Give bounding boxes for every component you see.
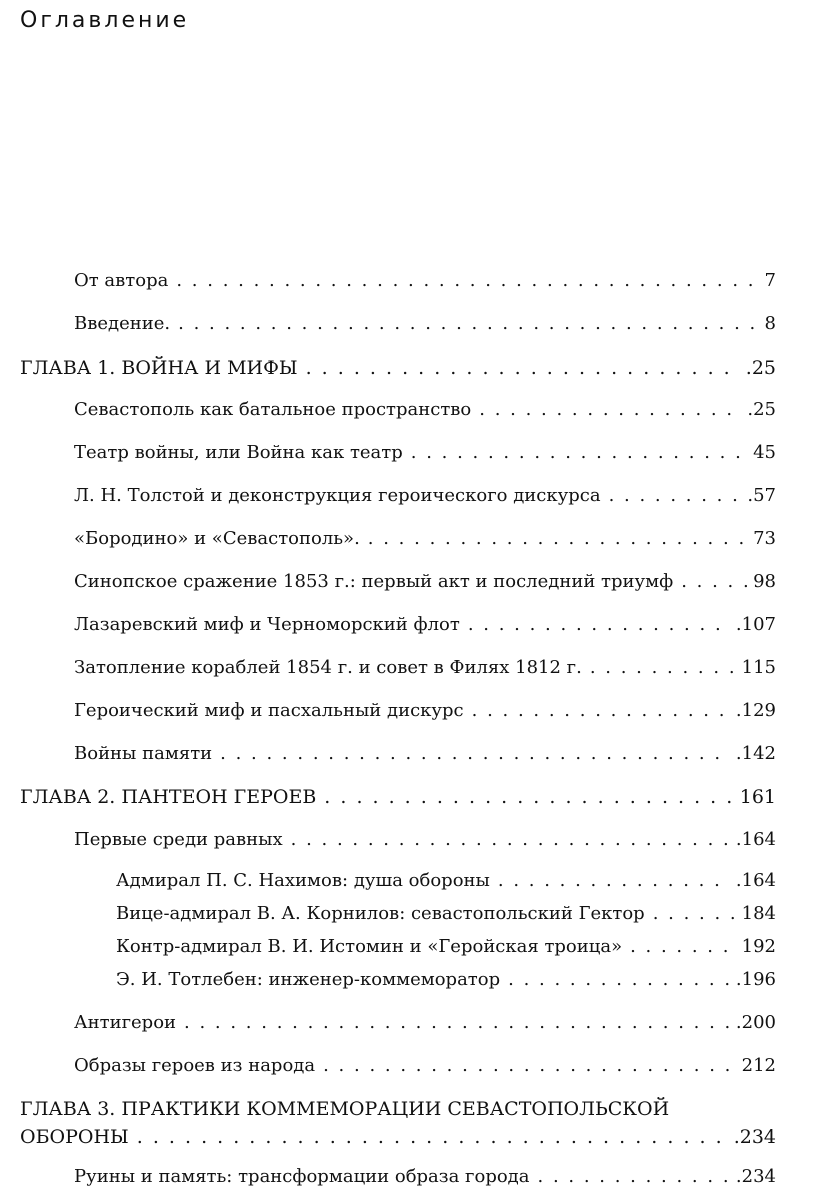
dot-leader: [508, 969, 730, 990]
dot-leader: [479, 399, 741, 420]
toc-entry-title: Лазаревский миф и Черноморский флот: [74, 614, 460, 635]
dot-leader: [411, 442, 747, 463]
toc-entry-page: 45: [753, 442, 776, 463]
toc-entry-title: От автора: [74, 270, 169, 291]
toc-chapter[interactable]: [20, 786, 776, 808]
toc-chapter-title: ГЛАВА 3. ПРАКТИКИ КОММЕМОРАЦИИ СЕВАСТОПОЛЬСКОЙ: [20, 1098, 670, 1120]
toc-entry[interactable]: [74, 1166, 776, 1187]
dot-leader: [609, 485, 742, 506]
toc-entry[interactable]: [74, 829, 776, 850]
dot-leader: [472, 700, 730, 721]
toc-entry[interactable]: [74, 1055, 776, 1076]
dot-leader: [220, 743, 730, 764]
page-title: Оглавление: [20, 8, 190, 33]
toc-entry-title: Антигерои: [74, 1012, 177, 1033]
toc-chapter[interactable]: [20, 1098, 776, 1120]
toc-entry-title: Руины и память: трансформации образа города: [74, 1166, 530, 1187]
toc-entry[interactable]: [74, 485, 776, 506]
toc-entry-page: .142: [735, 743, 776, 764]
toc-entry[interactable]: [74, 313, 776, 334]
toc-entry[interactable]: [74, 571, 776, 592]
toc-entry-page: .200: [735, 1012, 776, 1033]
toc-entry-page: .57: [747, 485, 776, 506]
toc-entry-title: Героический миф и пасхальный дискурс: [74, 700, 464, 721]
toc-chapter-page: 161: [739, 786, 776, 808]
toc-chapter-continuation[interactable]: [20, 1126, 776, 1148]
dot-leader: [176, 270, 758, 291]
toc-entry-page: 115: [741, 657, 776, 678]
dot-leader: [323, 1055, 736, 1076]
toc-entry-page: .107: [735, 614, 776, 635]
toc-entry[interactable]: [74, 614, 776, 635]
toc-entry-page: .129: [735, 700, 776, 721]
toc-entry-title: Синопское сражение 1853 г.: первый акт и последний триумф: [74, 571, 674, 592]
toc-entry[interactable]: [74, 399, 776, 420]
dot-leader: [368, 528, 747, 549]
toc-entry-page: 8: [764, 313, 776, 334]
toc-entry-title: Севастополь как батальное пространство: [74, 399, 472, 420]
toc-entry-page: .234: [735, 1166, 776, 1187]
toc-subentry[interactable]: [116, 936, 776, 957]
toc-entry[interactable]: [74, 442, 776, 463]
dot-leader: [653, 903, 736, 924]
dot-leader: [137, 1126, 728, 1148]
toc-entry-page: .25: [747, 399, 776, 420]
toc-entry[interactable]: [74, 270, 776, 291]
dot-leader: [184, 1012, 730, 1033]
toc-entry[interactable]: [74, 1012, 776, 1033]
toc-chapter-title-line2: ОБОРОНЫ: [20, 1126, 129, 1148]
dot-leader: [498, 870, 730, 891]
toc-entry-title: Театр войны, или Война как театр: [74, 442, 403, 463]
toc-chapter-page: .25: [745, 357, 776, 379]
toc-subentry-title: Вице-адмирал В. А. Корнилов: севастопольский Гектор: [116, 903, 645, 924]
toc-subentry[interactable]: [116, 870, 776, 891]
dot-leader: [324, 786, 733, 808]
toc-entry-title: «Бородино» и «Севастополь».: [74, 528, 360, 549]
toc-entry[interactable]: [74, 743, 776, 764]
toc-subentry[interactable]: [116, 903, 776, 924]
toc-entry[interactable]: [74, 700, 776, 721]
dot-leader: [590, 657, 736, 678]
toc-entry-page: 212: [741, 1055, 776, 1076]
toc-subentry[interactable]: [116, 969, 776, 990]
toc-entry-page: 7: [764, 270, 776, 291]
toc-entry-page: 73: [753, 528, 776, 549]
toc-entry-page: 98: [753, 571, 776, 592]
toc-entry-title: Затопление кораблей 1854 г. и совет в Филях 1812 г.: [74, 657, 582, 678]
toc-entry-title: Войны памяти: [74, 743, 213, 764]
toc-subentry-page: 192: [741, 936, 776, 957]
toc-chapter-page: .234: [733, 1126, 776, 1148]
toc-chapter[interactable]: [20, 357, 776, 379]
toc-entry-title: Образы героев из народа: [74, 1055, 316, 1076]
dot-leader: [468, 614, 730, 635]
toc-chapter-title: ГЛАВА 2. ПАНТЕОН ГЕРОЕВ: [20, 786, 317, 808]
dot-leader: [681, 571, 747, 592]
dot-leader: [306, 357, 740, 379]
toc-entry[interactable]: [74, 528, 776, 549]
toc-chapter-title: ГЛАВА 1. ВОЙНА И МИФЫ: [20, 357, 298, 379]
toc-entry[interactable]: [74, 657, 776, 678]
toc-subentry-page: .164: [735, 870, 776, 891]
dot-leader: [291, 829, 730, 850]
toc-subentry-page: 184: [741, 903, 776, 924]
toc-subentry-title: Адмирал П. С. Нахимов: душа обороны: [116, 870, 490, 891]
toc-entry-title: Введение.: [74, 313, 171, 334]
toc-entry-title: Первые среди равных: [74, 829, 283, 850]
toc-entry-title: Л. Н. Толстой и деконструкция героического дискурса: [74, 485, 601, 506]
toc-subentry-title: Э. И. Тотлебен: инженер-коммеморатор: [116, 969, 501, 990]
toc-subentry-title: Контр-адмирал В. И. Истомин и «Геройская троица»: [116, 936, 623, 957]
toc-subentry-page: .196: [735, 969, 776, 990]
dot-leader: [538, 1166, 730, 1187]
dot-leader: [630, 936, 736, 957]
dot-leader: [178, 313, 758, 334]
toc-entry-page: .164: [735, 829, 776, 850]
